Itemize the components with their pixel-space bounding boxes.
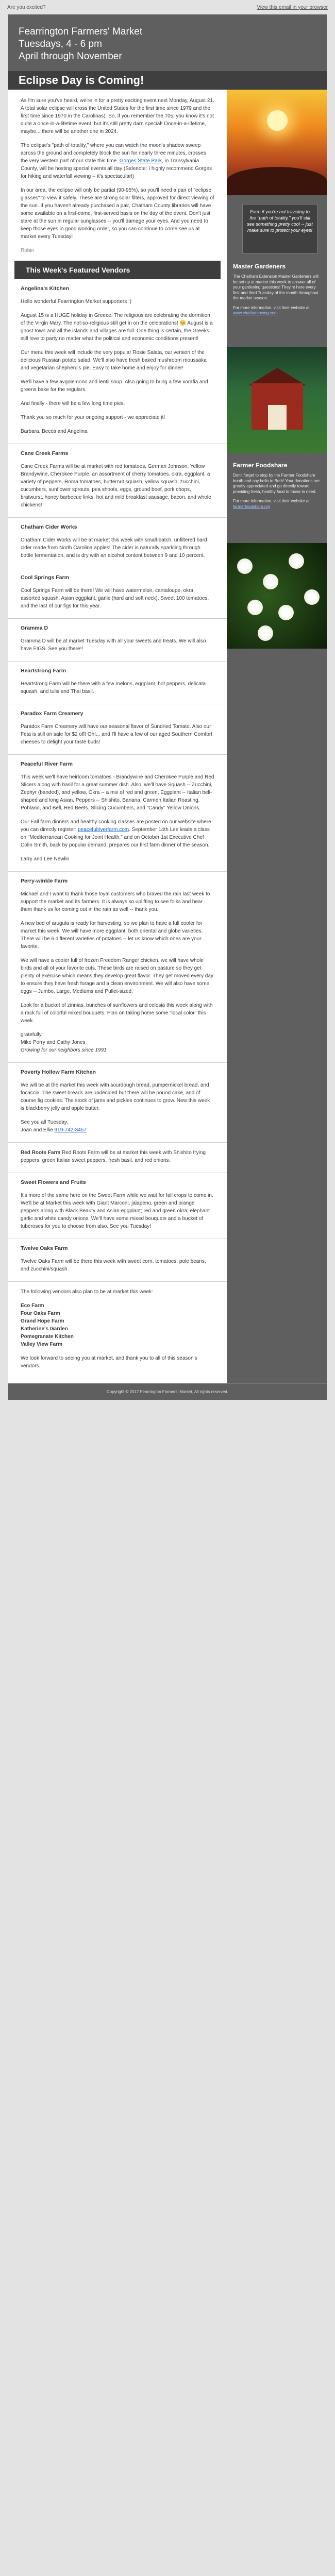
email-frame <box>8 14 327 1400</box>
vendor-signature: Barbara, Becca and Angelina <box>21 429 88 434</box>
also-outro: We look forward to seeing you at market, and thank you to all of this season's vendors. <box>21 1355 197 1369</box>
vendor-name: Red Roots Farm <box>21 1150 61 1156</box>
vendor-block <box>8 444 227 517</box>
master-gardeners-title: Master Gardeners <box>233 263 286 270</box>
master-gardeners-text: The Chatham Extension Master Gardeners will be set up at market this week to answer all of your gardening questions! They're here every first and third Tuesday of the month throughout the market season. For more information, visit their website at www.chathamncmg.com <box>233 274 319 315</box>
preheader-text: Are you excited? <box>7 4 46 10</box>
vendor-text: Gramma D will be at market Tuesday with all your sweets and treats. We will also have FIGS. See you there!! <box>21 638 206 652</box>
featured-vendors-heading: This Week's Featured Vendors <box>14 261 221 279</box>
vendor-name: Heartstrong Farm <box>21 668 66 674</box>
vendor-block <box>8 1142 227 1173</box>
vendor-signature: Joan and Ellie 919-742-3457 <box>21 1127 87 1133</box>
intro-paragraph: In our area, the eclipse will only be partial (90-95%), so you'll need a pair of "eclipse glasses" to view it safely. These are strong solar filters, approved for direct viewing of the sun. If you haven't already purchased a pair, Chatham County libraries will have some available on a first-come, first-served basis on the day of the event. Don't just stare at the sun in regular sunglasses -- you'll damage your eyes. And you need to keep those eyes in good working order, so you can continue to come see us at market every Tuesday! <box>21 188 214 240</box>
vendor-text: Hello wonderful Fearrington Market supporters :) <box>21 299 132 304</box>
vendor-text: gratefully, <box>21 1032 43 1038</box>
vendor-name: Chatham Cider Works <box>21 524 77 530</box>
vendor-block <box>8 1173 227 1239</box>
vendor-text: This week we'll have heirloom tomatoes - Brandywine and Cherokee Purple and Red Slicers along with basil for a great summer dish. Also, we'll have Squash -- Zucchini, Zephyr (banded), and yellow, Okra -- a mix of red and green, Eggplant -- Italian bell-shaped and long Asian, Peppers -- Shishito, Banana, Carmen Italian Roasting, Poblano, and Bell, Red Beets, Slicing Cucumbers, and "Candy" Yellow Onions. <box>21 774 214 811</box>
peaceful-river-farm-link[interactable]: peacefulriverfarm.com <box>78 827 129 833</box>
view-in-browser-link[interactable]: View this email in your browser <box>257 4 328 10</box>
list-item: Grand Hope Farm <box>21 1318 64 1324</box>
vendor-text: Our Fall farm dinners and healthy cooking classes are posted on our website where you can directly register: peacefulriverfarm.com. September 14th Lee leads a class on "Mediterranean Cooking for Joint Health," and on October 1st Executive Chef Colin Smith, back by popular demand, prepares our first farm dinner of the season. <box>21 819 211 848</box>
vendor-name: Paradox Farm Creamery <box>21 710 83 717</box>
vendor-text: Paradox Farm Creamery will have our seasonal flavor of Sundried Tomato. Also our Feta is still on sale for $2 off! Oh!... and I'll have a few of our aged Southern Comfort cheeses to delight your taste buds! <box>21 724 212 745</box>
master-gardeners-link[interactable]: www.chathamncmg.com <box>233 311 278 315</box>
farmer-foodshare-text: Don't forget to stop by the Farmer Foodshare booth and say hello to Beth! Your donations are greatly appreciated and go directly toward providing fresh, healthy food to those in need. For more information, visit their website at farmerfoodshare.org <box>233 473 320 509</box>
vendor-block <box>8 754 227 871</box>
header-line-2: Tuesdays, 4 - 6 pm <box>19 39 102 49</box>
intro-paragraph: As I'm sure you've heard, we're in for a pretty exciting event next Monday, August 21. A total solar eclipse will cross the United States for the first time since 1979 and the first time since 1970 in the Carolinas). So, if you remember the 70s, you know it's not quite a once-in-a-lifetime event, but it's still pretty darn special! Once-in-a-lifetime, maybe... there will be another one in 2024. <box>21 98 214 134</box>
vendor-text: We will be at the market this week with sourdough bread, pumpernickel bread, and focaccia. The sweet breads are undecided but there will be pound cake, and of course fig cookies. The stock of jams and pickles continues to grow. New this week is blackberry jelly and apple butter. <box>21 1082 210 1111</box>
vendor-text: Look for a bucket of zinnias, bunches of sunflowers and celosia this week along with a rack full of colorful mixed bouquets. Plan on taking home some "local color" this week. <box>21 1003 213 1024</box>
vendor-signature: Mike Perry and Cathy Jones <box>21 1040 86 1045</box>
intro-paragraph: The eclipse's "path of totality," where you can watch the moon's shadow sweep across the ground and completely block the sun for nearly three minutes, crosses the very western part of our state this time. Gorges State Park, in Transylvania County, will be hosting special events all day (Sidenote: I highly recommend Gorges for hiking and waterfall viewing -- it's spectacular!) <box>21 143 212 179</box>
vendor-block <box>8 1062 227 1142</box>
vendor-name: Cane Creek Farms <box>21 450 69 456</box>
header-line-3: April through November <box>19 51 122 62</box>
vendor-text: Red Roots Farm Red Roots Farm will be at market this week with Shishito frying peppers, green Italian sweet peppers, fresh basil, and red onions. <box>21 1150 206 1163</box>
vendor-name: Perry-winkle Farm <box>21 878 68 884</box>
farmer-foodshare-link[interactable]: farmerfoodshare.org <box>233 504 271 509</box>
vendor-text: Cool Springs Farm will be there! We will have watermelon, cantaloupe, okra, assorted squash, Asian eggplant, garlic (hard and soft neck), Sweet 100 tomatoes, and the last of our figs for this year. <box>21 588 209 609</box>
vendor-block <box>8 871 227 1062</box>
also-intro: The following vendors also plan to be at market this week: <box>21 1289 153 1295</box>
vendor-text: Our menu this week will include the very popular Rosie Salata, our version of the delicious Russian potato salad. We'll also have fresh baked mushroom moussaka and vegetarian shepherd's pie. Easy to take home and enjoy for dinner! <box>21 350 207 371</box>
eclipse-quote: Even if you're not traveling to the "path of totality," you'll still see something pretty cool -- just make sure to protect your eyes! <box>242 204 317 253</box>
list-item: Eco Farm <box>21 1303 44 1309</box>
vendor-text: Chatham Cider Works will be at market this week with small-batch, unfiltered hard cider made from North Carolina apples! The cider is naturally sparkling through bottle fermentation, and is dry with an alcohol content between 9 and 10 percent. <box>21 537 207 558</box>
vendor-block <box>8 568 227 618</box>
vendor-tagline: Growing for our neighbors since 1991 <box>21 1047 107 1053</box>
vendor-signature: Larry and Lee Newlin <box>21 856 70 862</box>
vendor-text: We will have a cooler full of frozen Freedom Ranger chicken, we will have whole birds and all of your favorite cuts. These birds are raised on pasture so they get plenty of exercise which means they develop great flavor. They get moved every day to ensure they have fresh forage and a clean environment. We will also have some eggs -- Jumbo, Large, Mediums and Pullet-sized. <box>21 958 213 994</box>
vendor-text: Cane Creek Farms will be at market with red tomatoes, German Johnson, Yellow Brandywine, Cherokee Purple, an assortment of cherry tomatoes, okra, eggplant, a variety of peppers, Roma tomatoes, butternut squash, yellow squash, zucchini, cucumbers, sunflower sprouts, pea shoots, eggs, ground beef, pork chops, bratwurst, honey barbecue links, hot and mild breakfast sausage, bacon, and whole chickens! <box>21 464 211 508</box>
farmer-foodshare-title: Farmer Foodshare <box>233 462 288 469</box>
hills-shape <box>227 167 327 195</box>
list-item: Katherine's Garden <box>21 1326 68 1332</box>
vendor-text: It's more of the same here on the Sweet Farm while we wait for fall crops to come in. We'll be at Market this week with Giant Marconi, jalapeno, green and orange peppers along with Black Beauty and Asian eggplant; red and green okra; elephant garlic and white candy onions. We'll have some mixed bouquets and a bucket of tuberoses for you to choose from also. See you Tuesday! <box>21 1193 213 1229</box>
vendor-text: See you all Tuesday, <box>21 1120 69 1125</box>
gorges-state-park-link[interactable]: Gorges State Park <box>119 158 162 164</box>
also-attending-block <box>8 1281 227 1383</box>
list-item: Valley View Farm <box>21 1342 62 1347</box>
vendor-text: Heartstrong Farm will be there with a few melons, eggplant, hot peppers, delicata squash, and tulsi and Thai basil. <box>21 681 206 694</box>
vendor-block <box>8 279 227 444</box>
vendor-text: A new bed of arugula is ready for harvesting, so we plan to have a full cooler for market this week. We will have more eggplant, both oriental and globe varieties. There will be 6 different varieties of potatoes -- let us know which ones are your favorite. <box>21 921 203 950</box>
vendor-text: Thank you so much for your ongoing support - we appreciate it! <box>21 415 165 420</box>
vendor-name: Peaceful River Farm <box>21 761 73 767</box>
vendor-block <box>8 618 227 661</box>
vendor-block <box>8 704 227 754</box>
vendor-text: We'll have a few avgolemono and lentil soup. Also going to bring a few xorafia and greens bake for the regulars. <box>21 379 208 393</box>
sidebar <box>227 90 327 1383</box>
sunset-image <box>227 90 327 195</box>
vendor-name: Sweet Flowers and Fruits <box>21 1179 86 1185</box>
vendor-name: Cool Springs Farm <box>21 574 69 581</box>
headline-banner: Eclipse Day is Coming! <box>8 71 327 90</box>
vendor-text: And finally - there will be a few long time pies. <box>21 401 125 406</box>
also-vendor-list <box>21 1302 214 1348</box>
sun-icon <box>267 110 288 131</box>
vendor-text: August 15 is a HUGE holiday in Greece. The religious are celebrating the dormition of the Virgin Mary. The not-so-religious still get in on the celebrations! 😊 August is a ghost town and all the islands and villages are full. One thing is certain, the Greeks still love to party no matter what the political and economic conditions present! <box>21 313 213 342</box>
preheader <box>0 0 335 14</box>
vendor-name: Angelina's Kitchen <box>21 285 70 292</box>
list-item: Four Oaks Farm <box>21 1311 60 1316</box>
barn-image <box>227 347 327 453</box>
flowers-image <box>227 543 327 649</box>
vendor-text: Twelve Oaks Farm will be there this week with sweet corn, tomatoes, pole beans, and zucchini/squash. <box>21 1259 206 1272</box>
email-header <box>8 14 327 71</box>
email-footer: Copyright © 2017 Fearrington Farmers' Market, All rights reserved. <box>8 1383 327 1400</box>
vendor-block <box>8 517 227 568</box>
signoff: Robin <box>21 248 35 253</box>
vendor-name: Poverty Hollow Farm Kitchen <box>21 1069 96 1075</box>
list-item: Pomegranate Kitchen <box>21 1334 74 1340</box>
vendor-text: Michael and I want to thank those loyal customers who braved the rain last week to support the market and its farmers. It is always so uplifting to see folks and hear them thank us for coming out in the rain as well -- thank you. <box>21 891 210 912</box>
vendor-name: Gramma D <box>21 625 48 631</box>
main-column <box>8 90 227 1383</box>
header-line-1: Fearrington Farmers' Market <box>19 26 143 37</box>
vendor-name: Twelve Oaks Farm <box>21 1245 68 1251</box>
vendor-block <box>8 661 227 704</box>
phone-link[interactable]: 919-742-3457 <box>54 1127 87 1133</box>
vendor-block <box>8 1239 227 1281</box>
